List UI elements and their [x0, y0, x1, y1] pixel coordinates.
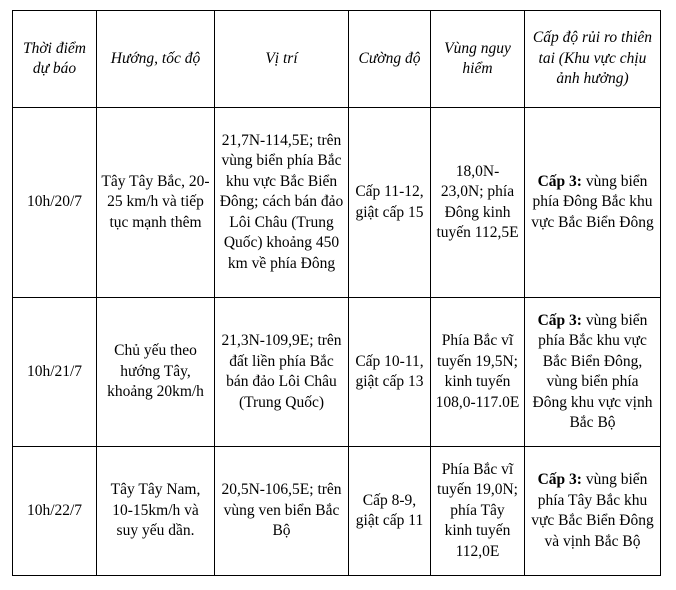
cell-intensity: Cấp 10-11, giật cấp 13	[349, 298, 431, 447]
cell-position: 20,5N-106,5E; trên vùng ven biển Bắc Bộ	[215, 447, 349, 576]
cell-intensity: Cấp 11-12, giật cấp 15	[349, 108, 431, 298]
header-intensity: Cường độ	[349, 11, 431, 108]
table-row	[13, 447, 661, 576]
table-row	[13, 108, 661, 298]
cell-danger-zone: 18,0N-23,0N; phía Đông kinh tuyến 112,5E	[431, 108, 525, 298]
risk-level-label: Cấp 3:	[537, 172, 582, 190]
cell-position: 21,7N-114,5E; trên vùng biển phía Bắc khu vực Bắc Biển Đông; cách bán đảo Lôi Châu (Trung Quốc) khoảng 450 km về phía Đông	[215, 108, 349, 298]
forecast-table-container	[12, 10, 661, 576]
table-header-row	[13, 11, 661, 108]
cell-danger-zone: Phía Bắc vĩ tuyến 19,0N; phía Tây kinh tuyến 112,0E	[431, 447, 525, 576]
risk-level-label: Cấp 3:	[537, 311, 582, 329]
header-danger-zone: Vùng nguy hiểm	[431, 11, 525, 108]
cell-direction: Tây Tây Bắc, 20-25 km/h và tiếp tục mạnh thêm	[97, 108, 215, 298]
cell-time: 10h/22/7	[13, 447, 97, 576]
header-forecast-time: Thời điểm dự báo	[13, 11, 97, 108]
cell-direction: Chủ yếu theo hướng Tây, khoảng 20km/h	[97, 298, 215, 447]
table-row	[13, 298, 661, 447]
cell-risk	[525, 108, 661, 298]
header-position: Vị trí	[215, 11, 349, 108]
risk-area-text: vùng biển phía Đông Bắc khu vực Bắc Biển Đông	[531, 172, 654, 231]
storm-forecast-table	[12, 10, 661, 576]
cell-intensity: Cấp 8-9, giật cấp 11	[349, 447, 431, 576]
header-direction-speed: Hướng, tốc độ	[97, 11, 215, 108]
risk-level-label: Cấp 3:	[537, 471, 582, 488]
cell-risk	[525, 447, 661, 576]
cell-danger-zone: Phía Bắc vĩ tuyến 19,5N; kinh tuyến 108,0-117.0E	[431, 298, 525, 447]
cell-risk	[525, 298, 661, 447]
cell-time: 10h/21/7	[13, 298, 97, 447]
cell-time: 10h/20/7	[13, 108, 97, 298]
header-risk-level: Cấp độ rủi ro thiên tai (Khu vực chịu ảnh hưởng)	[525, 11, 661, 108]
risk-area-text: vùng biển phía Tây Bắc khu vực Bắc Biển Đông và vịnh Bắc Bộ	[531, 471, 654, 550]
cell-position: 21,3N-109,9E; trên đất liền phía Bắc bán đảo Lôi Châu (Trung Quốc)	[215, 298, 349, 447]
cell-direction: Tây Tây Nam, 10-15km/h và suy yếu dần.	[97, 447, 215, 576]
risk-area-text: vùng biển phía Bắc khu vực Bắc Biển Đông, vùng biển phía Đông khu vực vịnh Bắc Bộ	[532, 311, 653, 431]
